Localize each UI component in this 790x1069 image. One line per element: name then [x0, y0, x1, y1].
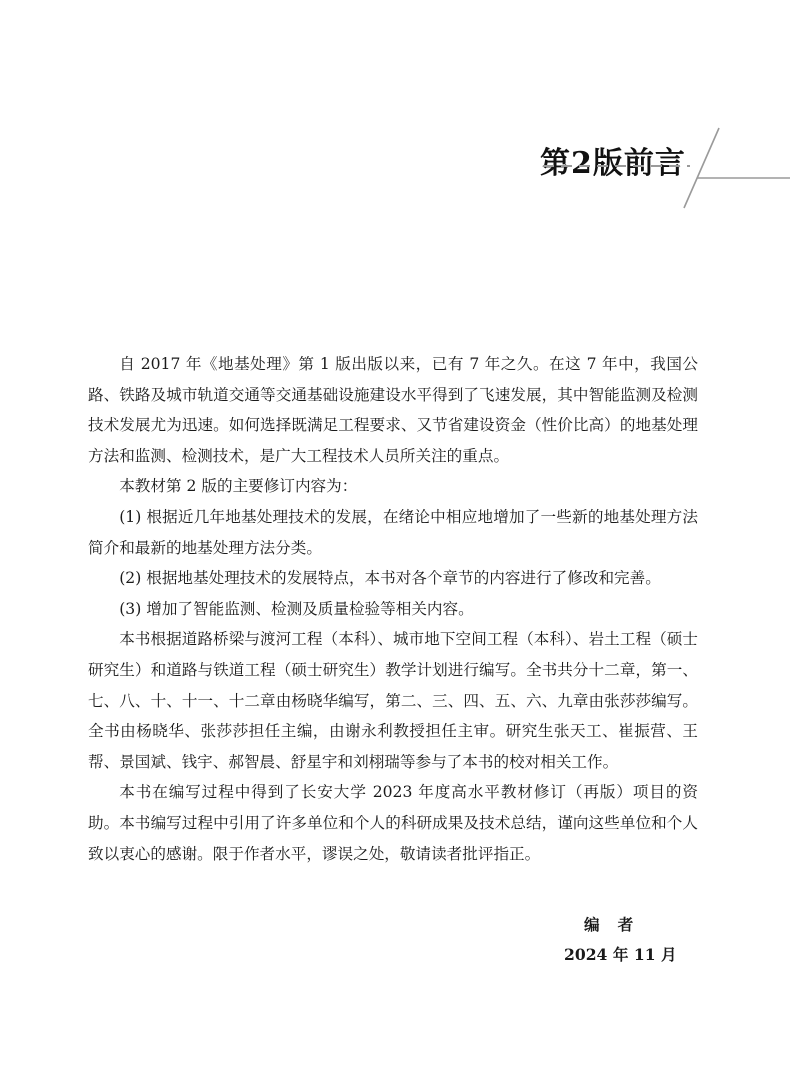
paragraph-revision-2: (2) 根据地基处理技术的发展特点，本书对各个章节的内容进行了修改和完善。: [119, 569, 661, 588]
signature-author: 编者: [584, 915, 652, 934]
paragraph-revision-1: (1) 根据近几年地基处理技术的发展，在绪论中相应地增加了一些新的地基处理方法简介和最新的地基处理方法分类。: [88, 507, 698, 557]
preface-body: [88, 349, 698, 869]
title-decoration: [0, 0, 790, 260]
title-slash-line: [684, 128, 719, 208]
paragraph-intro: 自 2017 年《地基处理》第 1 版出版以来，已有 7 年之久。在这 7 年中，我国公路、铁路及城市轨道交通等交通基础设施建设水平得到了飞速发展，其中智能监测及检测技术发展尤为迅速。如何选择既满足工程要求、又节省建设资金（性价比高）的地基处理方法和监测、检测技术，是广大工程技术人员所关注的重点。: [88, 355, 698, 465]
paragraph-acknowledgement: 本书在编写过程中得到了长安大学 2023 年度高水平教材修订（再版）项目的资助。本书编写过程中引用了许多单位和个人的科研成果及技术总结，谨向这些单位和个人致以衷心的感谢。限于作者水平，谬误之处，敬请读者批评指正。: [88, 783, 698, 863]
paragraph-revision-3: (3) 增加了智能监测、检测及质量检验等相关内容。: [119, 599, 474, 618]
signature-date: 2024 年 11 月: [564, 945, 677, 964]
paragraph-authorship: 本书根据道路桥梁与渡河工程（本科）、城市地下空间工程（本科）、岩土工程（硕士研究生）和道路与铁道工程（硕士研究生）教学计划进行编写。全书共分十二章，第一、七、八、十、十一、十二章由杨晓华编写，第二、三、四、五、六、九章由张莎莎编写。全书由杨晓华、张莎莎担任主编，由谢永利教授担任主审。研究生张天工、崔振营、王帮、景国斌、钱宇、郝智晨、舒星宇和刘栩瑞等参与了本书的校对相关工作。: [88, 630, 698, 771]
paragraph-revision-lead: 本教材第 2 版的主要修订内容为：: [119, 477, 358, 496]
page-title: 第2版前言: [540, 146, 686, 182]
